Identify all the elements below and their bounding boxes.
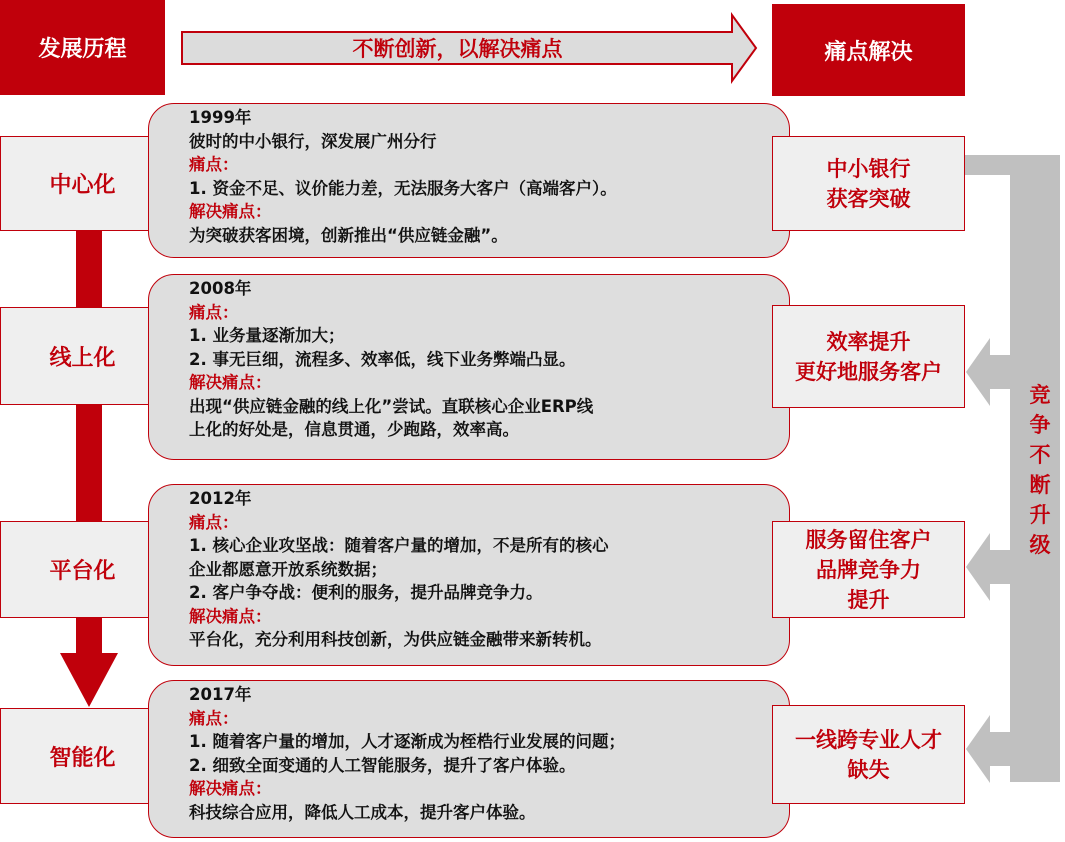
result-box bbox=[772, 521, 965, 618]
stage-year: 2017年 bbox=[189, 685, 252, 704]
timeline-down-arrow bbox=[60, 225, 120, 710]
header-center-title: 不断创新，以解决痛点 bbox=[352, 37, 563, 61]
card-line: 企业都愿意开放系统数据； bbox=[189, 559, 387, 579]
solution-heading: 解决痛点： bbox=[189, 606, 272, 626]
card-line: 2. 客户争夺战：便利的服务，提升品牌竞争力。 bbox=[189, 583, 543, 602]
result-line: 品牌竞争力 bbox=[816, 557, 921, 582]
side-label-char: 竞 bbox=[1029, 383, 1051, 407]
stage-label-centralization: 中心化 bbox=[0, 136, 165, 231]
pain-point-heading: 痛点： bbox=[189, 708, 239, 728]
side-label-char: 断 bbox=[1029, 473, 1051, 497]
result-line: 更好地服务客户 bbox=[795, 359, 942, 384]
card-line: 1. 业务量逐渐加大； bbox=[189, 326, 345, 345]
result-line: 获客突破 bbox=[826, 186, 911, 211]
result-box bbox=[772, 705, 965, 804]
stage-card bbox=[148, 103, 790, 258]
result-box bbox=[772, 305, 965, 408]
stage-card bbox=[148, 484, 790, 666]
card-line: 科技综合应用，降低人工成本，提升客户体验。 bbox=[189, 802, 536, 822]
result-line: 中小银行 bbox=[826, 156, 911, 181]
stage-year: 2012年 bbox=[189, 489, 252, 508]
card-line: 2. 细致全面变通的人工智能服务，提升了客户体验。 bbox=[189, 755, 576, 775]
solution-heading: 解决痛点： bbox=[189, 202, 272, 221]
card-line: 为突破获客困境，创新推出“供应链金融”。 bbox=[189, 225, 508, 245]
result-line: 缺失 bbox=[847, 757, 890, 782]
card-line: 1. 核心企业攻坚战：随着客户量的增加，不是所有的核心 bbox=[189, 536, 609, 555]
stage-card bbox=[148, 274, 790, 460]
result-line: 效率提升 bbox=[826, 329, 911, 354]
stage-label-online: 线上化 bbox=[0, 307, 165, 405]
solution-heading: 解决痛点： bbox=[189, 373, 272, 392]
pain-point-heading: 痛点： bbox=[189, 512, 239, 532]
stage-label-platform: 平台化 bbox=[0, 521, 165, 618]
side-label bbox=[1025, 380, 1055, 560]
card-line: 1. 随着客户量的增加，人才逐渐成为桎梏行业发展的问题； bbox=[189, 732, 625, 751]
card-line: 1. 资金不足、议价能力差，无法服务大客户（高端客户）。 bbox=[189, 178, 617, 198]
card-line: 出现“供应链金融的线上化”尝试。直联核心企业ERP线 bbox=[189, 396, 594, 416]
stage-label-intelligent: 智能化 bbox=[0, 708, 165, 804]
side-label-char: 升 bbox=[1029, 503, 1051, 527]
header-left-title: 发展历程 bbox=[0, 0, 165, 95]
result-box bbox=[772, 136, 965, 231]
card-line: 2. 事无巨细，流程多、效率低，线下业务弊端凸显。 bbox=[189, 349, 576, 369]
card-line: 平台化，充分利用科技创新，为供应链金融带来新转机。 bbox=[189, 630, 602, 649]
side-label-char: 级 bbox=[1029, 533, 1051, 557]
pain-point-heading: 痛点： bbox=[189, 302, 239, 322]
card-line: 彼时的中小银行，深发展广州分行 bbox=[189, 131, 437, 151]
result-line: 提升 bbox=[847, 587, 890, 612]
stage-year: 2008年 bbox=[189, 279, 252, 298]
side-label-char: 争 bbox=[1029, 413, 1051, 437]
side-label-char: 不 bbox=[1029, 443, 1051, 467]
stage-year: 1999年 bbox=[189, 108, 252, 127]
header-right-title: 痛点解决 bbox=[772, 4, 965, 96]
result-line: 服务留住客户 bbox=[805, 527, 932, 552]
pain-point-heading: 痛点： bbox=[189, 155, 239, 174]
result-line: 一线跨专业人才 bbox=[795, 727, 942, 752]
solution-heading: 解决痛点： bbox=[189, 779, 272, 798]
stage-card bbox=[148, 680, 790, 838]
card-line: 上化的好处是，信息贯通，少跑路，效率高。 bbox=[189, 420, 519, 439]
